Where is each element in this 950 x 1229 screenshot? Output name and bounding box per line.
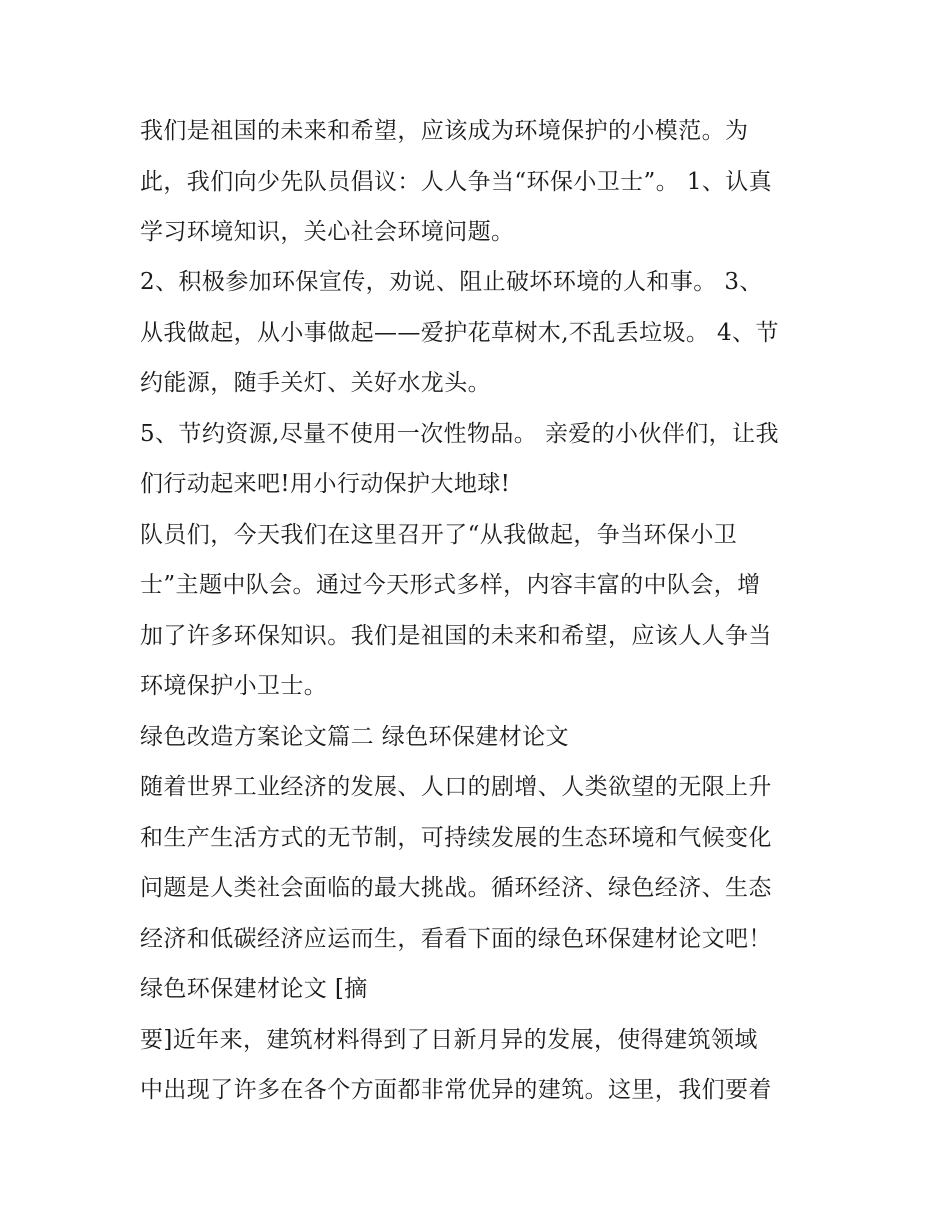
text-line: 问题是人类社会面临的最大挑战。循环经济、绿色经济、生态 (140, 875, 772, 901)
text-line: 加了许多环保知识。我们是祖国的未来和希望，应该人人争当 (140, 623, 772, 649)
text-line: 和生产生活方式的无节制，可持续发展的生态环境和气候变化 (140, 825, 772, 851)
text-line: 学习环境知识，关心社会环境问题。 (140, 219, 515, 245)
text-line: 经济和低碳经济应运而生，看看下面的绿色环保建材论文吧！ (140, 926, 772, 952)
text-line: 环境保护小卫士。 (140, 673, 328, 699)
text-line: 队员们，今天我们在这里召开了“从我做起，争当环保小卫 (140, 522, 738, 548)
section-heading: 绿色改造方案论文篇二 绿色环保建材论文 (140, 724, 569, 750)
text-line: 们行动起来吧!用小行动保护大地球! (140, 471, 511, 497)
text-line: 5、节约资源,尽量不使用一次性物品。 亲爱的小伙伴们，让我 (140, 421, 779, 447)
text-line: 2、积极参加环保宣传，劝说、阻止破坏环境的人和事。 3、 (140, 269, 763, 295)
text-line: 我们是祖国的未来和希望，应该成为环境保护的小模范。为 (140, 118, 749, 144)
text-line: 随着世界工业经济的发展、人口的剧增、人类欲望的无限上升 (140, 774, 772, 800)
text-line: 从我做起，从小事做起——爱护花草树木,不乱丢垃圾。 4、节 (140, 320, 779, 346)
text-line: 此，我们向少先队员倡议：人人争当“环保小卫士”。 1、认真 (140, 169, 773, 195)
text-line: 绿色环保建材论文 [摘 (140, 976, 368, 1002)
text-line: 中出现了许多在各个方面都非常优异的建筑。这里，我们要着 (140, 1077, 772, 1103)
text-line: 士”主题中队会。通过今天形式多样，内容丰富的中队会，增 (140, 572, 761, 598)
text-line: 约能源，随手关灯、关好水龙头。 (140, 370, 491, 396)
text-line: 要]近年来，建筑材料得到了日新月异的发展，使得建筑领域 (140, 1027, 758, 1053)
